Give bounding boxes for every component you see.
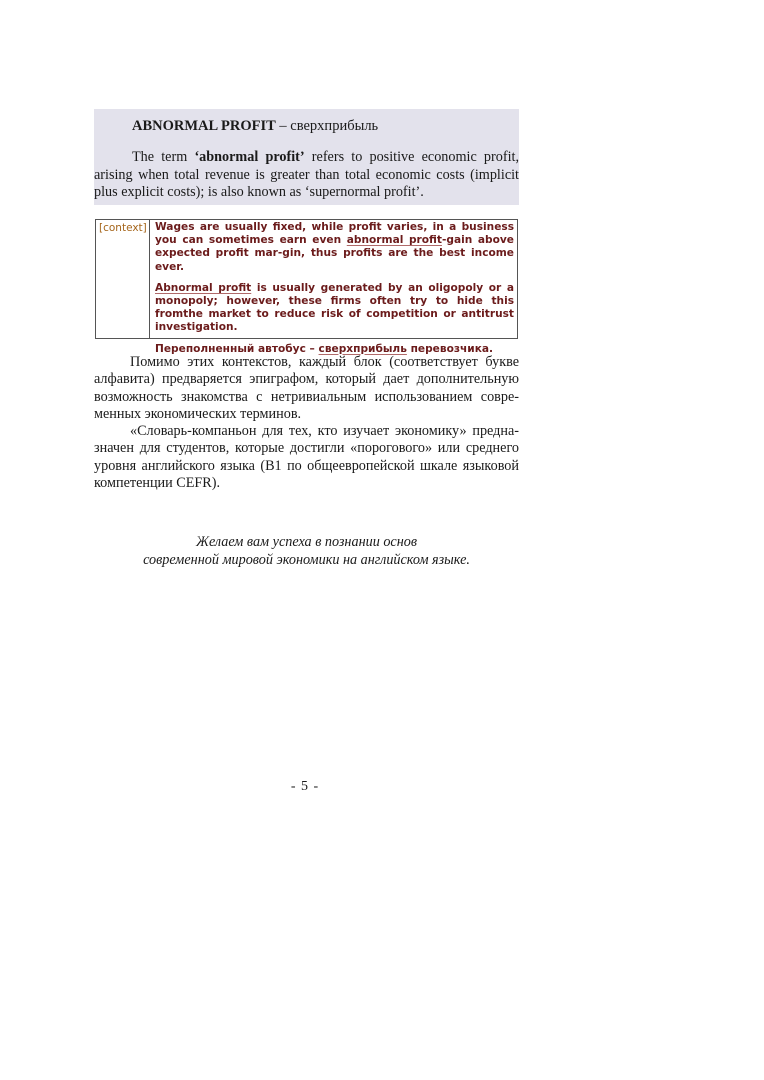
page-number: - 5 - [290,779,320,794]
closing-wish [94,534,519,569]
context-label: [context] [96,220,150,338]
entry-definition [94,149,519,202]
body-paragraph-1: Помимо этих контекстов, каждый блок (соответствует букве алфавита) предваряется эпиграфом, который дает дополнительную возможность знакомства с нетривиальным использованием совре-менных экономических терминов. [94,354,519,422]
context-examples [150,220,517,355]
entry-dash: – [275,118,291,134]
context-example-1 [155,221,514,274]
wish-line-1: Желаем вам успеха в познании основ [195,534,418,550]
example-2-term: Abnormal profit [155,281,252,294]
example-3-end: перевозчика. [406,342,494,355]
example-1-start: Wages are usually fixed, while profit varies, in a business you can sometimes earn even [155,221,514,247]
body-paragraph-2: «Словарь-компаньон для тех, кто изучает экономику» предна-значен для студентов, которые достигли «порогового» или среднего уровня английского языка (B1 по общеевропейской шкале языковой компетенции CEFR). [94,423,519,492]
example-2-end: is usually generated by an oligopoly or a monopoly; however, these firms often try to hide this fromthe market to reduce risk of competition or antitrust investigation. [155,281,514,334]
example-1-term: abnormal profit [346,234,442,247]
definition-text-rest: refers to positive economic profit, arising when total revenue is greater than total economic costs (implicit plus explicit costs); is also known as ‘supernormal profit’. [94,149,520,200]
dictionary-entry [94,109,519,205]
entry-heading [94,117,519,135]
intro-body [94,354,519,492]
example-1-end: -gain above expected profit mar-gin, thus profits are the best income ever. [155,234,514,273]
context-table [95,219,518,355]
example-3-term: сверхприбыль [318,342,407,355]
example-3-start: Переполненный автобус – [155,342,319,355]
context-example-2 [155,282,514,335]
entry-term: ABNORMAL PROFIT [132,118,276,134]
definition-term: ‘abnormal profit’ [194,149,305,165]
wish-line-2: современной мировой экономики на английском языке. [143,551,470,568]
entry-translation: сверхприбыль [290,118,379,134]
definition-text-start: The term [132,149,195,165]
